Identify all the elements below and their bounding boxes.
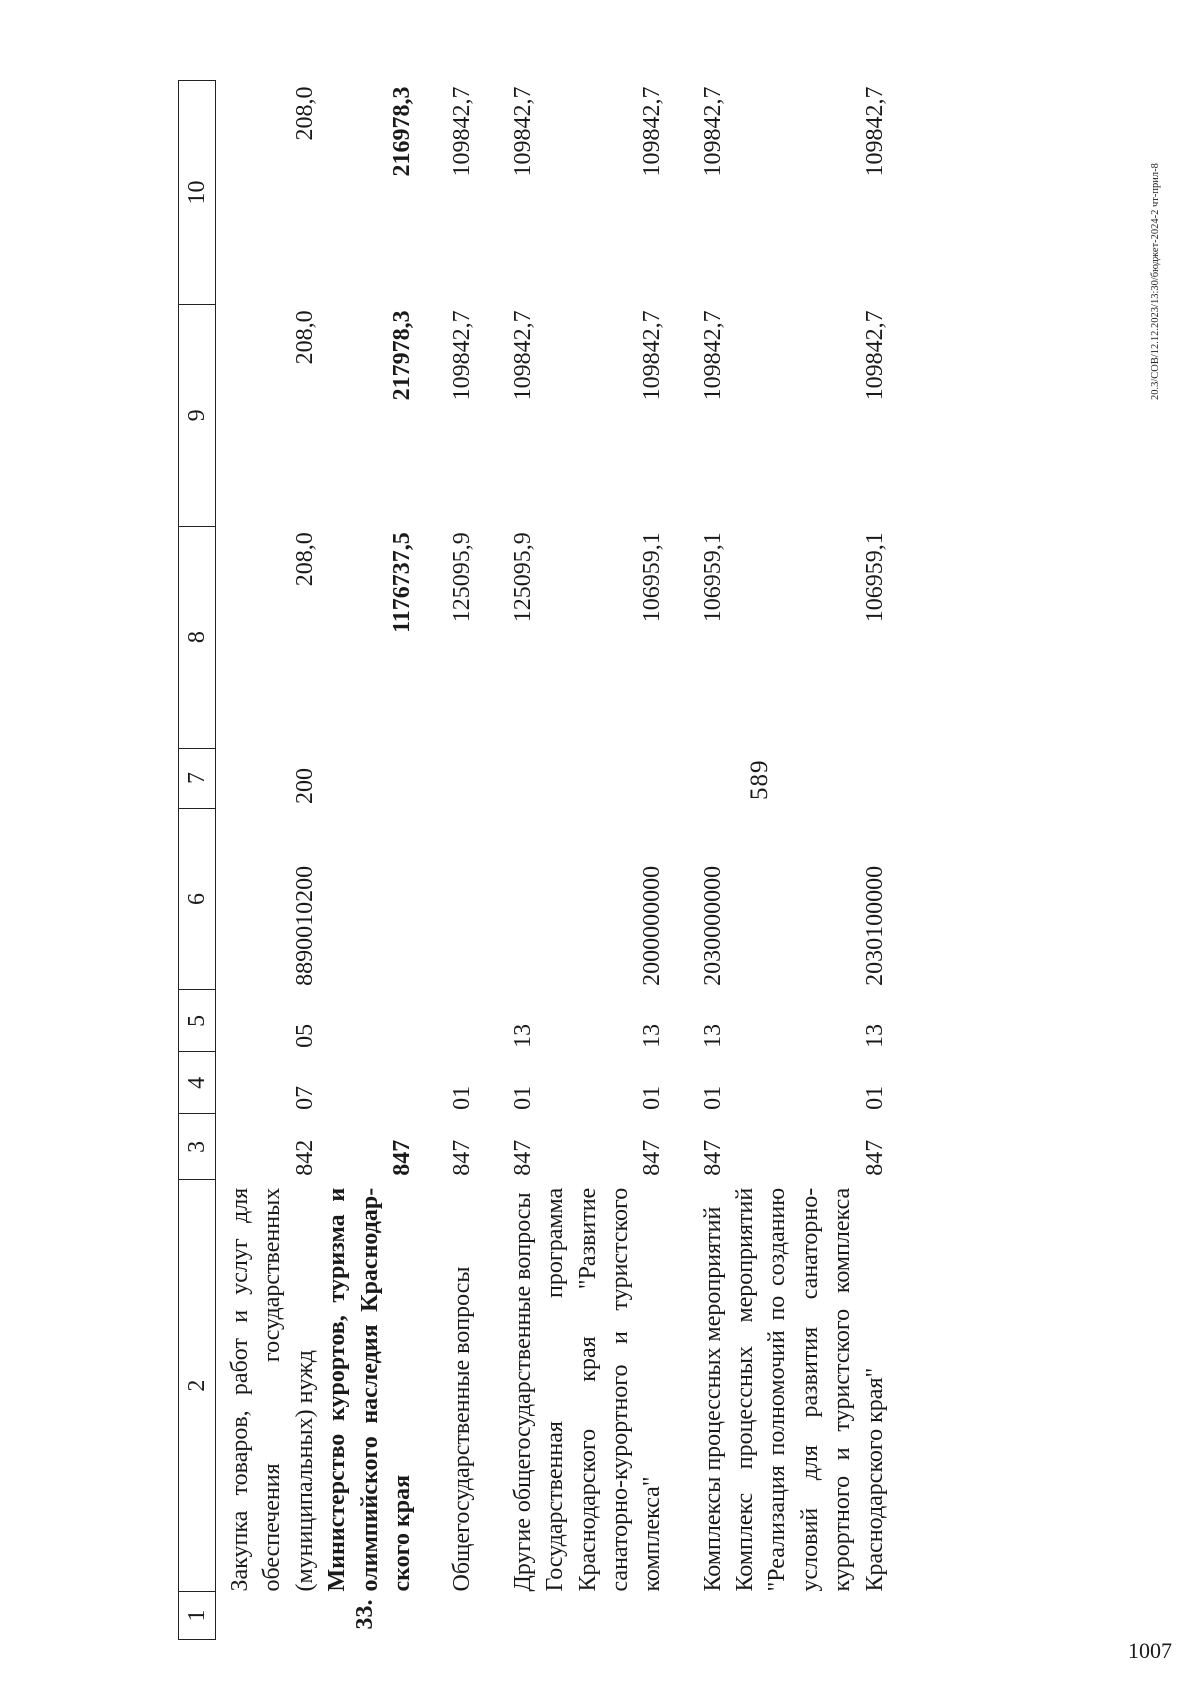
- cell-target-article: [479, 808, 539, 990]
- table-row: [539, 81, 669, 1640]
- row-name: Закупка товаров, работ и услуг для обеспечения государственных (муниципальных) нужд: [227, 1187, 318, 1592]
- column-header: 2: [179, 1180, 216, 1592]
- cell-target-article: 8890010200: [291, 865, 318, 986]
- cell-amount-col10: 208,0: [291, 86, 318, 141]
- cell-section: [321, 1052, 418, 1114]
- column-header: 1: [179, 1592, 216, 1640]
- cell-amount-col9: 109842,7: [699, 310, 726, 401]
- cell-amount-col8: 106959,1: [861, 532, 888, 623]
- cell-section: 01: [699, 1085, 726, 1110]
- cell-expense-type: [479, 748, 539, 808]
- cell-amount-col8: 125095,9: [449, 532, 476, 623]
- cell-section: 07: [291, 1085, 318, 1110]
- cell-expense-type: [321, 748, 418, 808]
- cell-expense-type: 200: [291, 768, 318, 805]
- rotated-content: [178, 80, 1200, 1640]
- row-number: [729, 1592, 891, 1640]
- cell-target-article: 2000000000: [639, 865, 666, 986]
- cell-target-article: [418, 808, 478, 990]
- cell-ministry-code: 847: [388, 1139, 415, 1176]
- cell-target-article: [321, 808, 418, 990]
- column-header: 6: [179, 808, 216, 990]
- document-code: 20.3/СОВ/12.12.2023/13:30/бюджет-2024-2 чт-прил-8: [1150, 163, 1161, 400]
- row-number: 33.: [352, 1599, 379, 1630]
- row-name: Другие общегосударственные вопросы: [509, 1192, 536, 1592]
- cell-section: 01: [509, 1085, 536, 1110]
- cell-amount-col8: 106959,1: [639, 532, 666, 623]
- row-number: [418, 1592, 478, 1640]
- cell-amount-col8: 106959,1: [699, 532, 726, 623]
- cell-amount-col9: 109842,7: [861, 310, 888, 401]
- cell-section: 01: [861, 1085, 888, 1110]
- cell-amount-col8: 125095,9: [509, 532, 536, 623]
- header-row: [179, 81, 216, 1640]
- cell-amount-col9: 109842,7: [639, 310, 666, 401]
- cell-subsection: 05: [291, 1023, 318, 1048]
- cell-amount-col10: 109842,7: [449, 86, 476, 177]
- cell-section: 01: [639, 1085, 666, 1110]
- cell-subsection: 13: [861, 1023, 888, 1048]
- table-row: [479, 81, 539, 1640]
- budget-table: [178, 80, 891, 1640]
- table-row: [216, 81, 322, 1640]
- table-row: [321, 81, 418, 1640]
- row-name: Комплекс процессных мероприятий "Реализация полномочий по созданию условий для развития санаторно-курортного и туристского комплекса Краснодарского края": [732, 1187, 888, 1592]
- cell-amount-col10: 216978,3: [388, 86, 415, 177]
- cell-amount-col8: 1176737,5: [388, 532, 415, 633]
- row-name: Государственная программа Краснодарского края "Развитие санаторно-курортного и туристского комплекса": [542, 1187, 666, 1592]
- cell-target-article: 2030100000: [861, 865, 888, 986]
- column-header: 7: [179, 748, 216, 808]
- page-number: 589: [746, 759, 773, 800]
- column-header: 8: [179, 526, 216, 748]
- row-name: Общегосударственные вопросы: [449, 1266, 476, 1592]
- row-number: [216, 1592, 322, 1640]
- cell-amount-col10: 109842,7: [509, 86, 536, 177]
- row-number: [539, 1592, 669, 1640]
- cell-expense-type: [539, 748, 669, 808]
- sheet-number: 1007: [1128, 1638, 1172, 1663]
- column-header: 5: [179, 990, 216, 1052]
- cell-subsection: [418, 990, 478, 1052]
- row-name: Министерство курортов, туризма и олимпийского наследия Краснодарского края: [324, 1187, 415, 1592]
- column-header: 3: [179, 1114, 216, 1180]
- cell-ministry-code: 847: [509, 1139, 536, 1176]
- cell-amount-col9: 109842,7: [509, 310, 536, 401]
- cell-amount-col9: 208,0: [291, 310, 318, 365]
- row-name: Комплексы процессных мероприятий: [699, 1206, 726, 1592]
- cell-target-article: 2030000000: [699, 865, 726, 986]
- cell-amount-col10: 109842,7: [639, 86, 666, 177]
- row-number: [479, 1592, 539, 1640]
- cell-ministry-code: 847: [699, 1139, 726, 1176]
- cell-amount-col8: 208,0: [291, 532, 318, 587]
- column-header: 10: [179, 81, 216, 305]
- cell-ministry-code: 847: [449, 1139, 476, 1176]
- table-row: [669, 81, 729, 1640]
- cell-amount-col9: 109842,7: [449, 310, 476, 401]
- column-header: 4: [179, 1052, 216, 1114]
- cell-expense-type: [729, 748, 891, 808]
- cell-ministry-code: 847: [861, 1139, 888, 1176]
- cell-amount-col10: 109842,7: [861, 86, 888, 177]
- cell-subsection: 13: [699, 1023, 726, 1048]
- cell-subsection: 13: [639, 1023, 666, 1048]
- cell-section: 01: [449, 1085, 476, 1110]
- cell-expense-type: [669, 748, 729, 808]
- table-row: [729, 81, 891, 1640]
- cell-ministry-code: 847: [639, 1139, 666, 1176]
- cell-expense-type: [418, 748, 478, 808]
- table-row: [418, 81, 478, 1640]
- cell-subsection: [321, 990, 418, 1052]
- column-header: 9: [179, 304, 216, 526]
- cell-amount-col10: 109842,7: [699, 86, 726, 177]
- cell-subsection: 13: [509, 1023, 536, 1048]
- row-number: [669, 1592, 729, 1640]
- cell-amount-col9: 217978,3: [388, 310, 415, 401]
- cell-ministry-code: 842: [291, 1139, 318, 1176]
